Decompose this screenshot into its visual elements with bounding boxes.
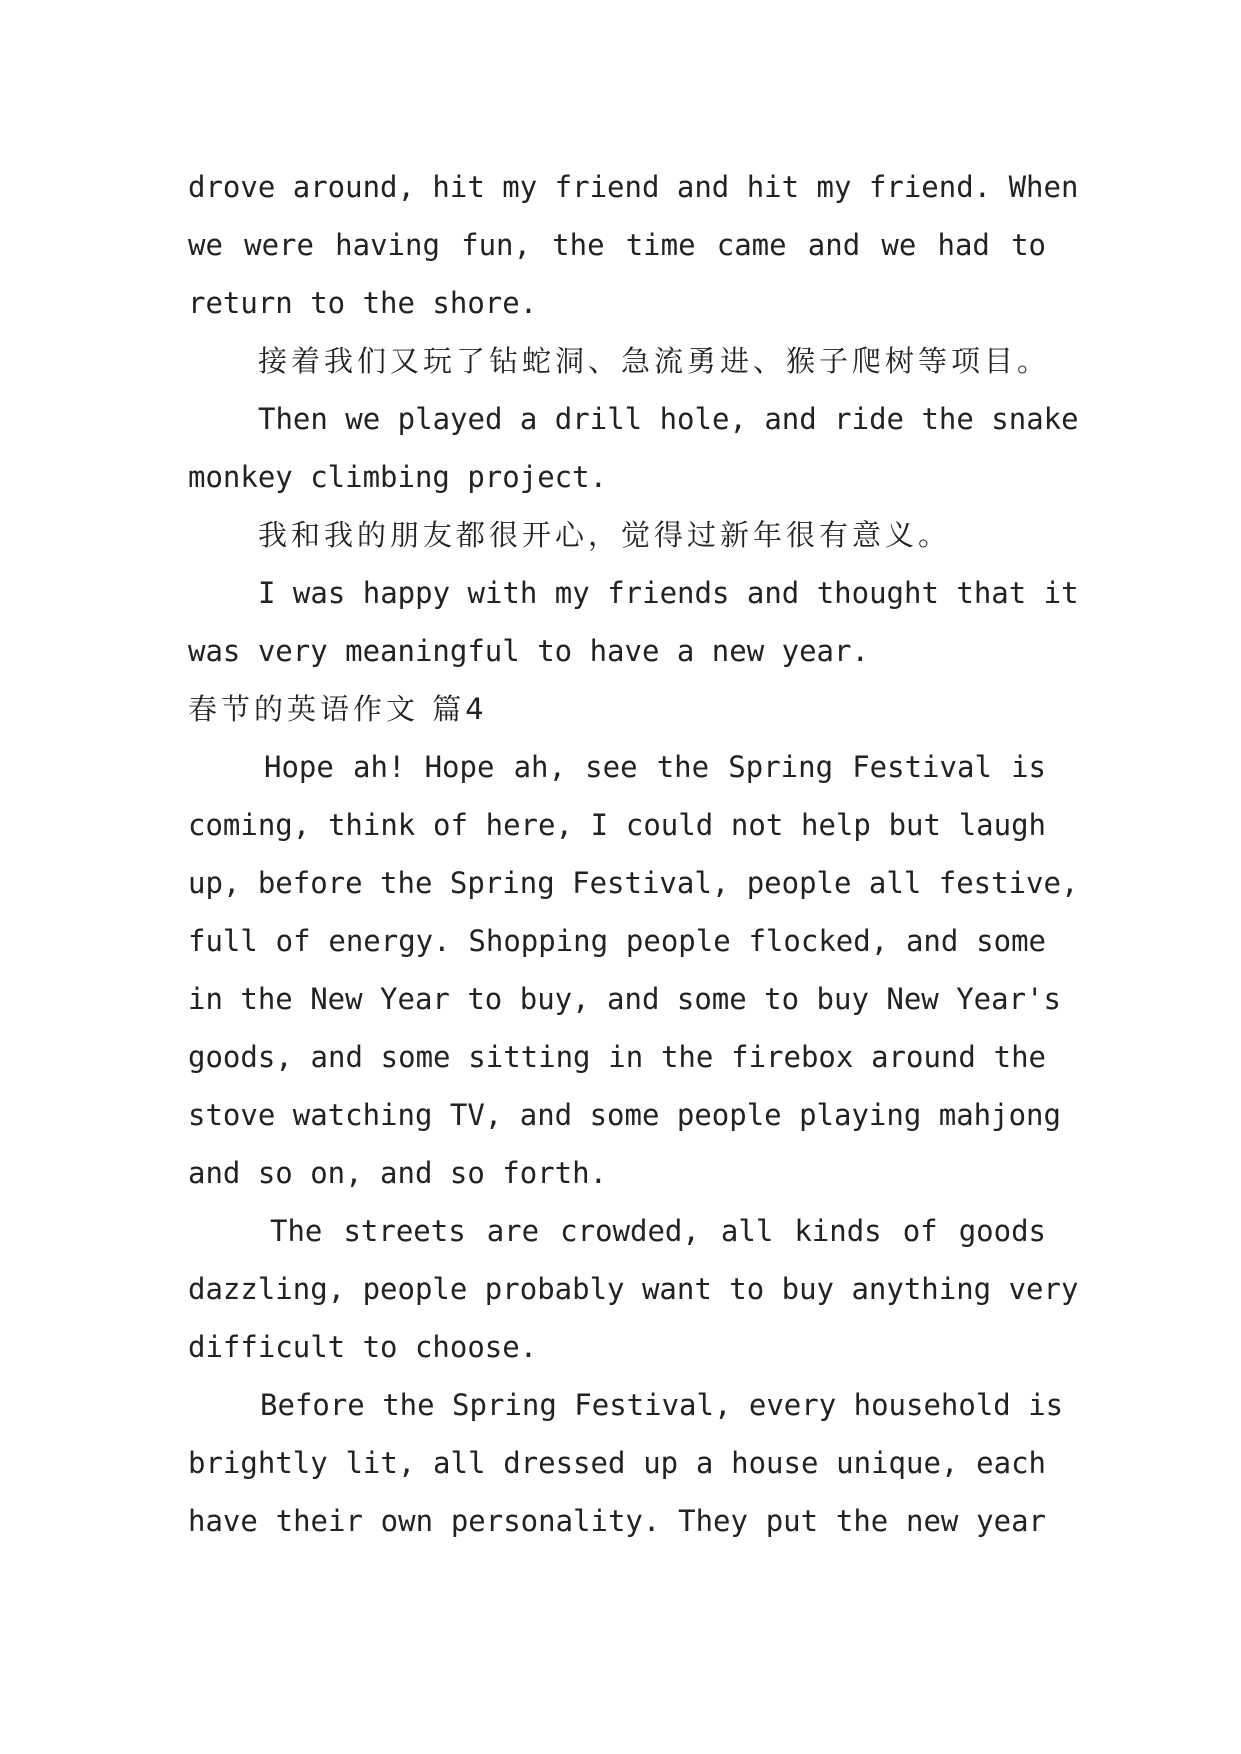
text-line: 我和我的朋友都很开心，觉得过新年很有意义。 (258, 518, 952, 552)
text-line: Then we played a drill hole, and ride the snake (258, 402, 1079, 436)
text-line: we were having fun, the time came and we had to (188, 228, 1046, 262)
text-line: monkey climbing project. (188, 460, 608, 494)
text-line: drove around, hit my friend and hit my friend. When (188, 170, 1079, 204)
text-line: have their own personality. They put the new year (188, 1504, 1046, 1538)
text-line: up, before the Spring Festival, people all festive, (188, 866, 1079, 900)
text-line: Before the Spring Festival, every household is (260, 1388, 1064, 1422)
text-line: The streets are crowded, all kinds of goods (270, 1214, 1046, 1248)
section-heading: 春节的英语作文 篇4 (188, 692, 488, 726)
text-line: difficult to choose. (188, 1330, 538, 1364)
text-line: and so on, and so forth. (188, 1156, 608, 1190)
text-line: was very meaningful to have a new year. (188, 634, 869, 668)
text-line: brightly lit, all dressed up a house unique, each (188, 1446, 1046, 1480)
text-line: in the New Year to buy, and some to buy New Year's (188, 982, 1061, 1016)
text-line: stove watching TV, and some people playing mahjong (188, 1098, 1061, 1132)
text-line: goods, and some sitting in the firebox around the (188, 1040, 1046, 1074)
text-line: dazzling, people probably want to buy anything very (188, 1272, 1079, 1306)
text-line: return to the shore. (188, 286, 538, 320)
text-line: coming, think of here, I could not help but laugh (188, 808, 1046, 842)
text-line: Hope ah! Hope ah, see the Spring Festival is (264, 750, 1046, 784)
text-line: 接着我们又玩了钻蛇洞、急流勇进、猴子爬树等项目。 (258, 344, 1051, 378)
text-line: I was happy with my friends and thought that it (258, 576, 1079, 610)
text-line: full of energy. Shopping people flocked, and some (188, 924, 1046, 958)
